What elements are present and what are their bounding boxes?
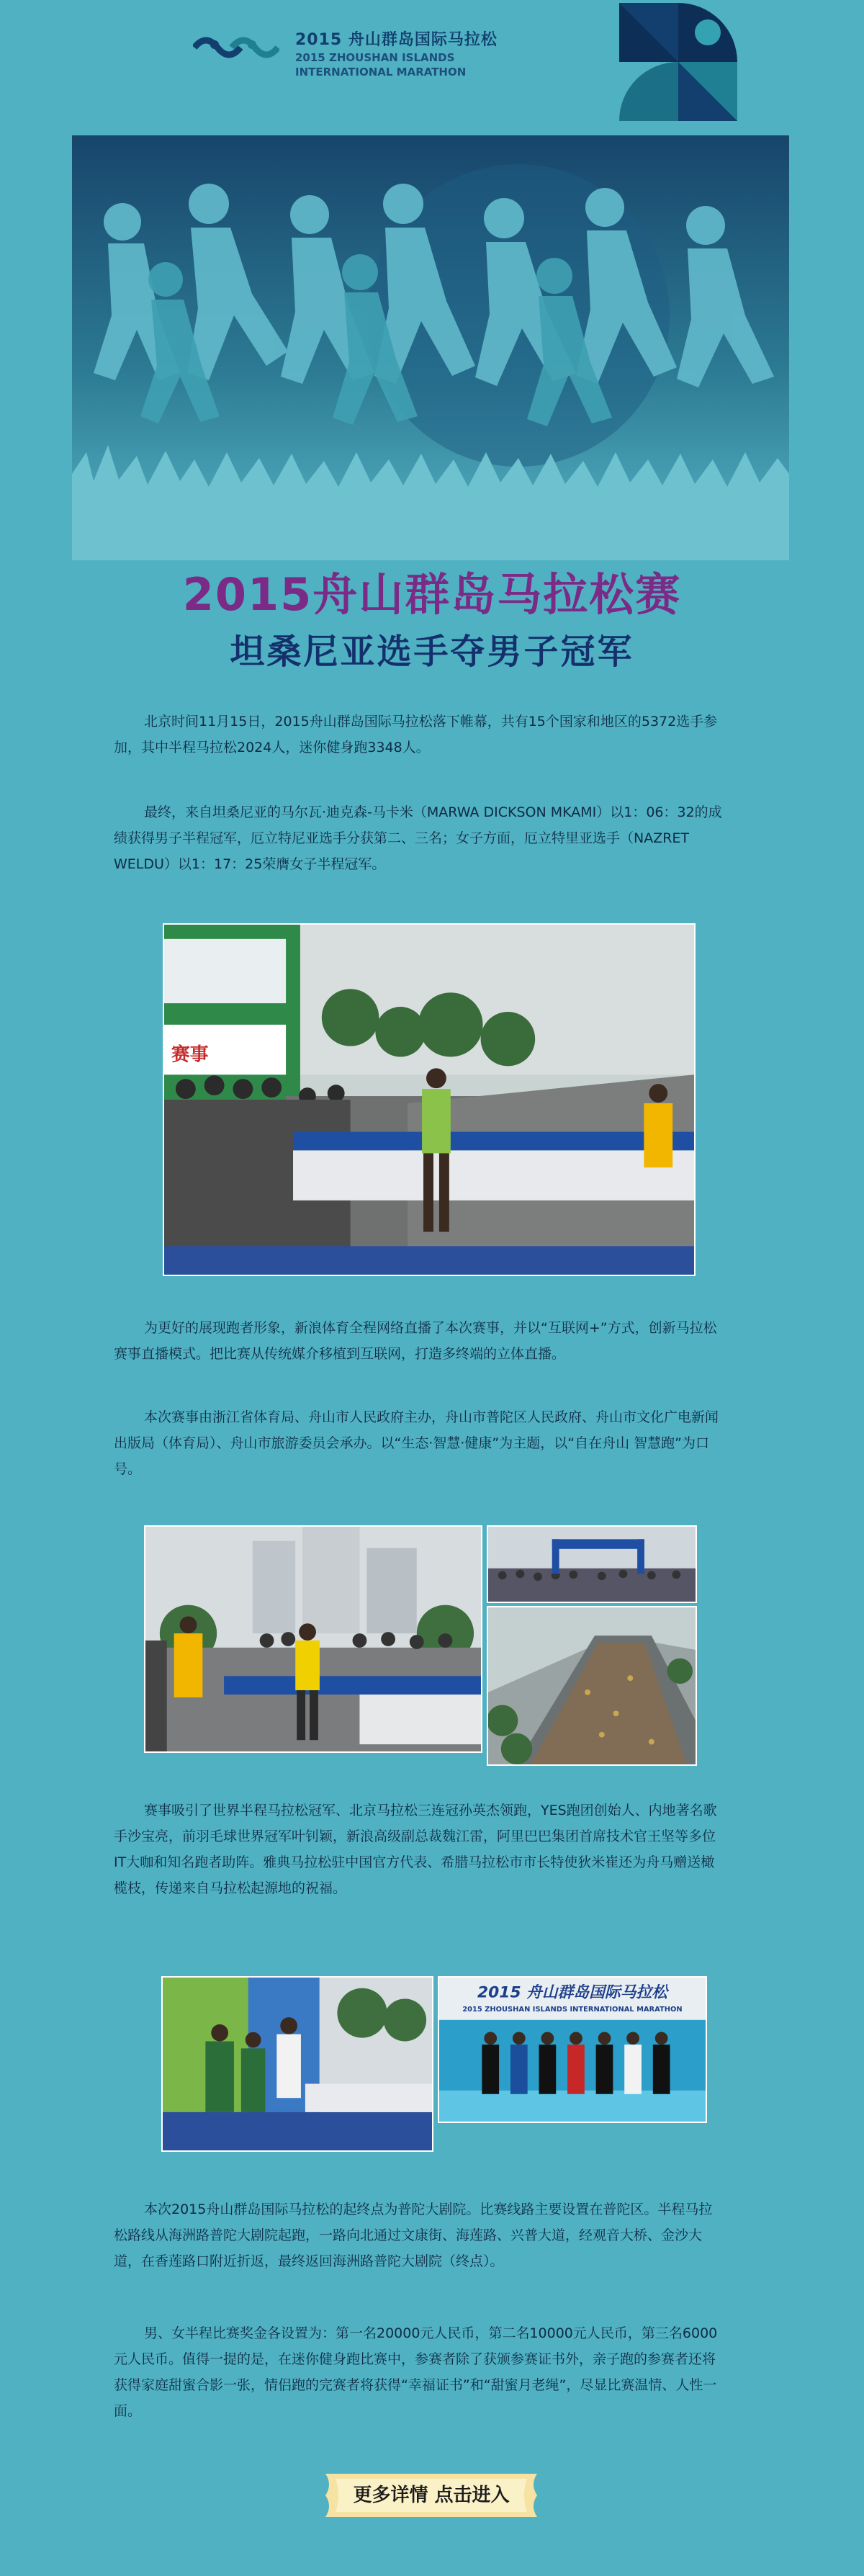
- more-details-button[interactable]: 更多详情 点击进入: [353, 2485, 510, 2506]
- female-winner-photo: [144, 1525, 482, 1753]
- logo-title-cn: 2015 舟山群岛国际马拉松: [295, 31, 498, 49]
- award-ceremony-photo: [438, 1976, 707, 2123]
- marathon-wave-logo-icon: [193, 27, 279, 60]
- logo-title-en-line2: INTERNATIONAL MARATHON: [295, 66, 467, 78]
- start-arch-photo: [487, 1525, 697, 1603]
- logo-title-en: [295, 50, 526, 79]
- finisher-celebration-photo: [161, 1976, 433, 2152]
- finish-line-photo: [163, 923, 696, 1276]
- award-banner-cn: 2015 舟山群岛国际马拉松: [477, 1983, 667, 2002]
- paragraph-broadcast: 为更好的展现跑者形象，新浪体育全程网络直播了本次赛事，并以“互联网+”方式，创新马拉松赛事直播模式。把比赛从传统媒介移植到互联网，打造多终端的立体直播。: [114, 1320, 717, 1362]
- paragraph-organizers: 本次赛事由浙江省体育局、舟山市人民政府主办，舟山市普陀区人民政府、舟山市文化广电新闻出版局（体育局）、舟山市旅游委员会承办。以“生态·智慧·健康”为主题，以“自在舟山 智慧跑”为口号。: [114, 1409, 719, 1477]
- paragraph-route: 本次2015舟山群岛国际马拉松的起终点为普陀大剧院。比赛线路主要设置在普陀区。半程马拉松路线从海洲路普陀大剧院起跑，一路向北通过文康街、海莲路、兴普大道，经观音大桥、金沙大道，在香莲路口附近折返，最终返回海洲路普陀大剧院（终点）。: [114, 2202, 713, 2269]
- hero-banner: [72, 135, 789, 560]
- paragraph-guests: 赛事吸引了世界半程马拉松冠军、北京马拉松三连冠孙英杰领跑，YES跑团创始人、内地著名歌手沙宝亮，前羽毛球世界冠军叶钊颖，新浪高级副总裁魏江雷，阿里巴巴集团首席技术官王坚等多位IT大咖和知名跑者助阵。雅典马拉松驻中国官方代表、希腊马拉松市市长特使狄米崔还为舟马赠送橄榄枝，传递来自马拉松起源地的祝福。: [114, 1803, 717, 1896]
- finish-sign-text: 赛事: [171, 1044, 209, 1066]
- geometric-pattern-icon: [619, 3, 737, 121]
- article-subtitle: 坦桑尼亚选手夺男子冠军: [230, 632, 634, 672]
- paragraph-results: 最终，来自坦桑尼亚的马尔瓦·迪克森-马卡米（MARWA DICKSON MKAMI）以1：06：32的成绩获得男子半程冠军，厄立特尼亚选手分获第二、三名；女子方面，厄立特里亚选手（NAZRET WELDU）以1：17：25荣膺女子半程冠军。: [114, 804, 722, 872]
- paragraph-intro: 北京时间11月15日，2015舟山群岛国际马拉松落下帷幕，共有15个国家和地区的5372选手参加，其中半程马拉松2024人，迷你健身跑3348人。: [114, 714, 718, 755]
- award-banner-en: 2015 ZHOUSHAN ISLANDS INTERNATIONAL MARATHON: [462, 2006, 683, 2014]
- article-title: 2015舟山群岛马拉松赛: [182, 568, 682, 621]
- logo-title-en-line1: 2015 ZHOUSHAN ISLANDS: [295, 51, 455, 64]
- paragraph-prizes: 男、女半程比赛奖金各设置为：第一名20000元人民币，第二名10000元人民币，第三名6000元人民币。值得一提的是，在迷你健身跑比赛中，参赛者除了获颁参赛证书外，亲子跑的参赛者还将获得家庭甜蜜合影一张，情侣跑的完赛者将获得“幸福证书”和“甜蜜月老绳”，尽显比赛温情、人性一面。: [114, 2325, 718, 2419]
- crowd-aerial-photo: [487, 1606, 697, 1766]
